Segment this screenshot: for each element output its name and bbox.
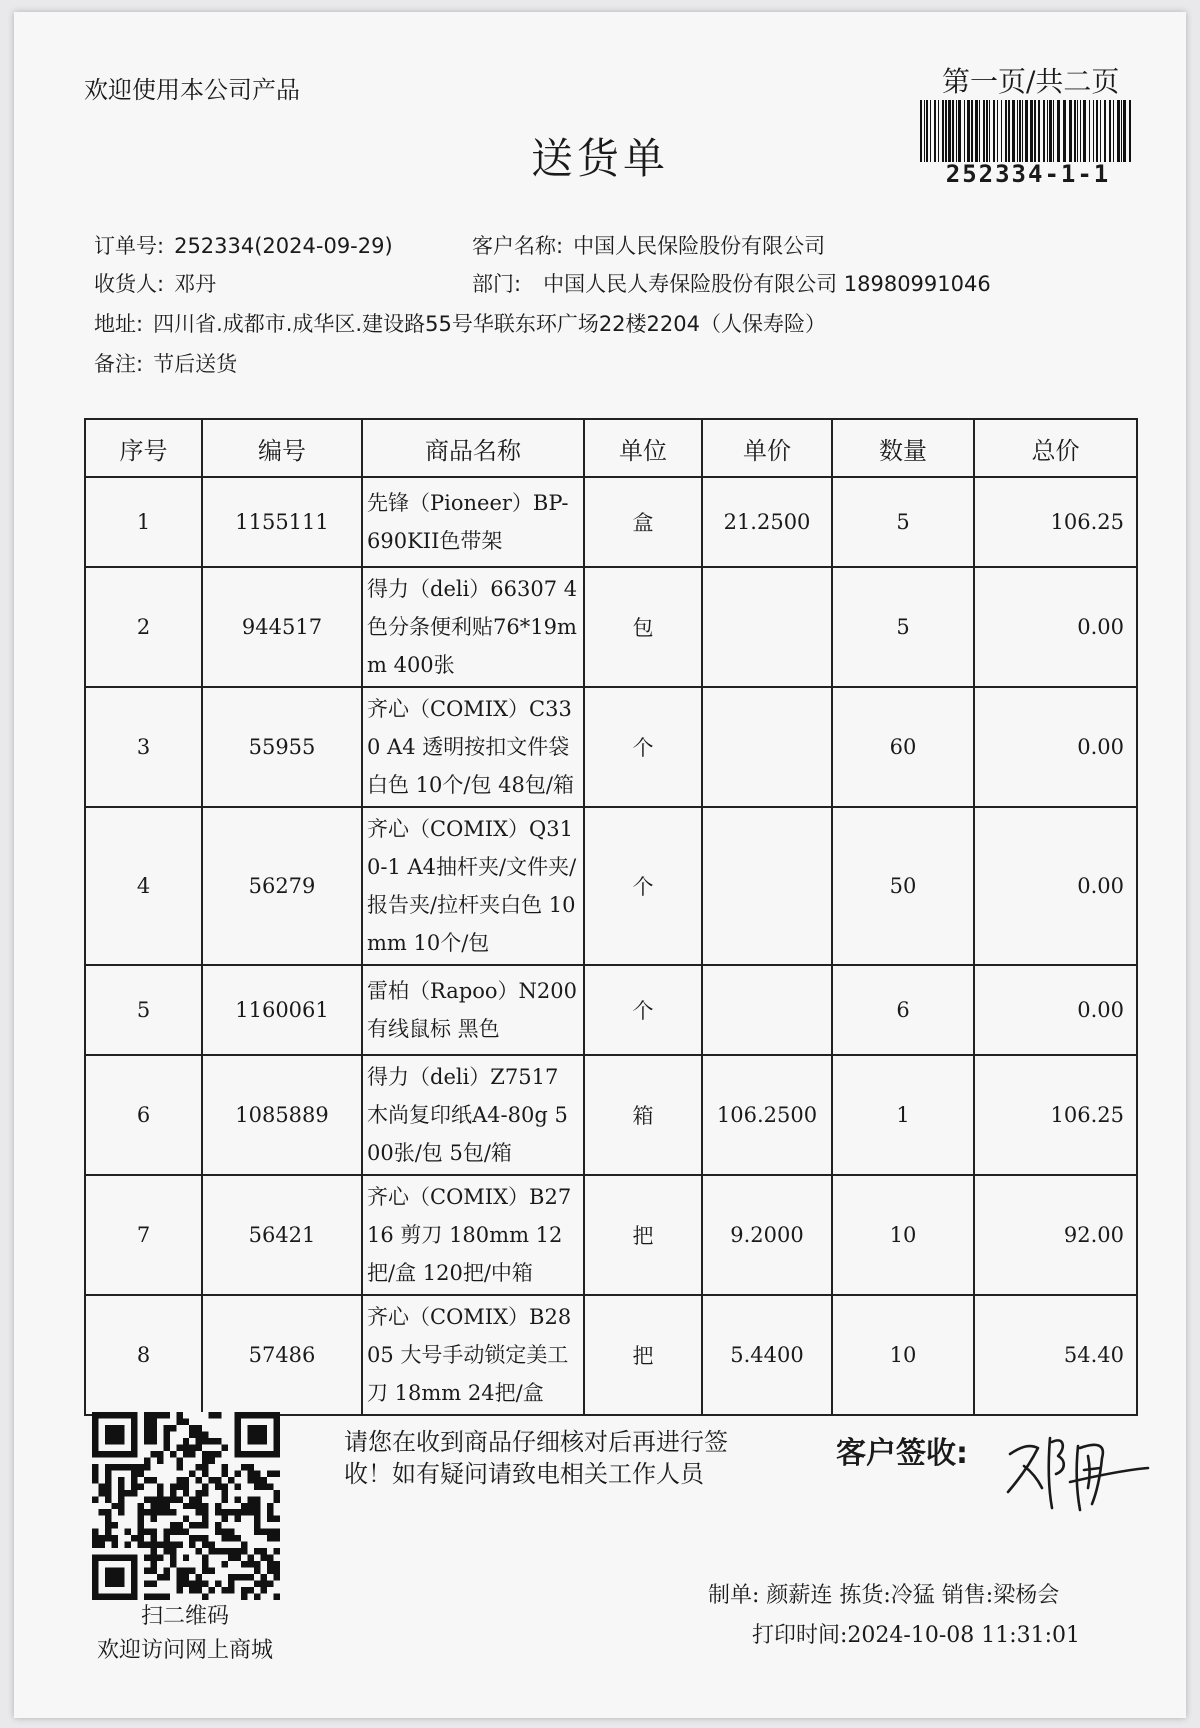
customer-row	[472, 230, 825, 260]
cell-name: 得力（deli）66307 4色分条便利贴76*19mm 400张	[362, 567, 584, 687]
cell-code: 944517	[202, 567, 362, 687]
cell-price: 9.2000	[702, 1175, 832, 1295]
cell-code: 1155111	[202, 477, 362, 567]
cell-total: 0.00	[974, 687, 1137, 807]
table-row	[85, 1055, 1137, 1175]
department-label: 部门:	[472, 272, 522, 296]
cell-seq: 2	[85, 567, 202, 687]
table-row	[85, 965, 1137, 1055]
items-table	[84, 418, 1138, 1416]
cell-seq: 1	[85, 477, 202, 567]
header-name: 商品名称	[362, 419, 584, 477]
remark-row	[94, 348, 237, 378]
cell-code: 1160061	[202, 965, 362, 1055]
cell-name: 齐心（COMIX）B2716 剪刀 180mm 12把/盒 120把/中箱	[362, 1175, 584, 1295]
department-value: 中国人民人寿保险股份有限公司 18980991046	[543, 272, 991, 296]
table-row	[85, 1175, 1137, 1295]
cell-name: 得力（deli）Z7517 木尚复印纸A4-80g 500张/包 5包/箱	[362, 1055, 584, 1175]
header-qty: 数量	[832, 419, 974, 477]
header-price: 单价	[702, 419, 832, 477]
welcome-text: 欢迎使用本公司产品	[84, 76, 300, 104]
cell-seq: 3	[85, 687, 202, 807]
cell-total: 54.40	[974, 1295, 1137, 1415]
cell-unit: 箱	[584, 1055, 702, 1175]
table-header-row	[85, 419, 1137, 477]
remark-label: 备注:	[94, 352, 144, 376]
address-label: 地址:	[94, 312, 144, 336]
cell-code: 57486	[202, 1295, 362, 1415]
page-info: 第一页/共二页	[942, 65, 1120, 98]
customer-value: 中国人民保险股份有限公司	[573, 234, 826, 258]
customer-label: 客户名称:	[472, 234, 564, 258]
cell-seq: 4	[85, 807, 202, 965]
table-row	[85, 567, 1137, 687]
cell-code: 55955	[202, 687, 362, 807]
customer-sign-label: 客户签收:	[836, 1436, 968, 1471]
cell-price	[702, 687, 832, 807]
address-row	[94, 308, 826, 338]
cell-unit: 个	[584, 687, 702, 807]
cell-name: 齐心（COMIX）B2805 大号手动锁定美工刀 18mm 24把/盒	[362, 1295, 584, 1415]
cell-name: 齐心（COMIX）C330 A4 透明按扣文件袋白色 10个/包 48包/箱	[362, 687, 584, 807]
cell-total: 106.25	[974, 1055, 1137, 1175]
cell-price	[702, 807, 832, 965]
cell-price	[702, 965, 832, 1055]
cell-qty: 10	[832, 1175, 974, 1295]
receiver-label: 收货人:	[94, 272, 165, 296]
receiver-value: 邓丹	[174, 272, 217, 296]
qr-caption-mall: 欢迎访问网上商城	[96, 1638, 273, 1663]
cell-code: 1085889	[202, 1055, 362, 1175]
cell-total: 0.00	[974, 965, 1137, 1055]
cell-code: 56421	[202, 1175, 362, 1295]
qr-code-image	[92, 1412, 280, 1600]
cell-unit: 把	[584, 1175, 702, 1295]
cell-price: 5.4400	[702, 1295, 832, 1415]
cell-price: 21.2500	[702, 477, 832, 567]
cell-qty: 60	[832, 687, 974, 807]
cell-qty: 5	[832, 567, 974, 687]
address-value: 四川省.成都市.成华区.建设路55号华联东环广场22楼2204（人保寿险）	[153, 312, 826, 336]
cell-price: 106.2500	[702, 1055, 832, 1175]
table-row	[85, 807, 1137, 965]
order-number-label: 订单号:	[94, 234, 165, 258]
cell-unit: 个	[584, 965, 702, 1055]
handwritten-signature	[1000, 1408, 1150, 1518]
cell-code: 56279	[202, 807, 362, 965]
cell-total: 92.00	[974, 1175, 1137, 1295]
cell-seq: 7	[85, 1175, 202, 1295]
cell-total: 0.00	[974, 807, 1137, 965]
table-row	[85, 477, 1137, 567]
header-unit: 单位	[584, 419, 702, 477]
sign-notice: 请您在收到商品仔细核对后再进行签收！如有疑问请致电相关工作人员	[344, 1428, 728, 1488]
order-number-value: 252334(2024-09-29)	[174, 234, 393, 258]
cell-seq: 8	[85, 1295, 202, 1415]
cell-qty: 5	[832, 477, 974, 567]
cell-unit: 把	[584, 1295, 702, 1415]
cell-name: 雷柏（Rapoo）N200 有线鼠标 黑色	[362, 965, 584, 1055]
cell-unit: 个	[584, 807, 702, 965]
cell-qty: 10	[832, 1295, 974, 1415]
cell-name: 先锋（Pioneer）BP-690KII色带架	[362, 477, 584, 567]
cell-unit: 盒	[584, 477, 702, 567]
department-row	[472, 268, 991, 298]
cell-seq: 6	[85, 1055, 202, 1175]
order-number-row	[94, 230, 393, 260]
cell-qty: 1	[832, 1055, 974, 1175]
header-code: 编号	[202, 419, 362, 477]
cell-qty: 6	[832, 965, 974, 1055]
qr-caption-scan: 扫二维码	[140, 1604, 229, 1629]
cell-price	[702, 567, 832, 687]
receiver-row	[94, 268, 216, 298]
cell-unit: 包	[584, 567, 702, 687]
print-time: 打印时间:2024-10-08 11:31:01	[752, 1623, 1081, 1648]
page-title: 送货单	[530, 134, 669, 183]
header-seq: 序号	[85, 419, 202, 477]
cell-total: 0.00	[974, 567, 1137, 687]
table-row	[85, 1295, 1137, 1415]
barcode-image	[918, 100, 1136, 162]
remark-value: 节后送货	[153, 352, 238, 376]
cell-total: 106.25	[974, 477, 1137, 567]
cell-name: 齐心（COMIX）Q310-1 A4抽杆夹/文件夹/报告夹/拉杆夹白色 10mm 10个/包	[362, 807, 584, 965]
staff-info: 制单: 颜薪连 拣货:冷猛 销售:梁杨会	[708, 1583, 1060, 1608]
cell-qty: 50	[832, 807, 974, 965]
barcode-number: 252334-1-1	[945, 160, 1111, 188]
cell-seq: 5	[85, 965, 202, 1055]
header-total: 总价	[974, 419, 1137, 477]
table-row	[85, 687, 1137, 807]
